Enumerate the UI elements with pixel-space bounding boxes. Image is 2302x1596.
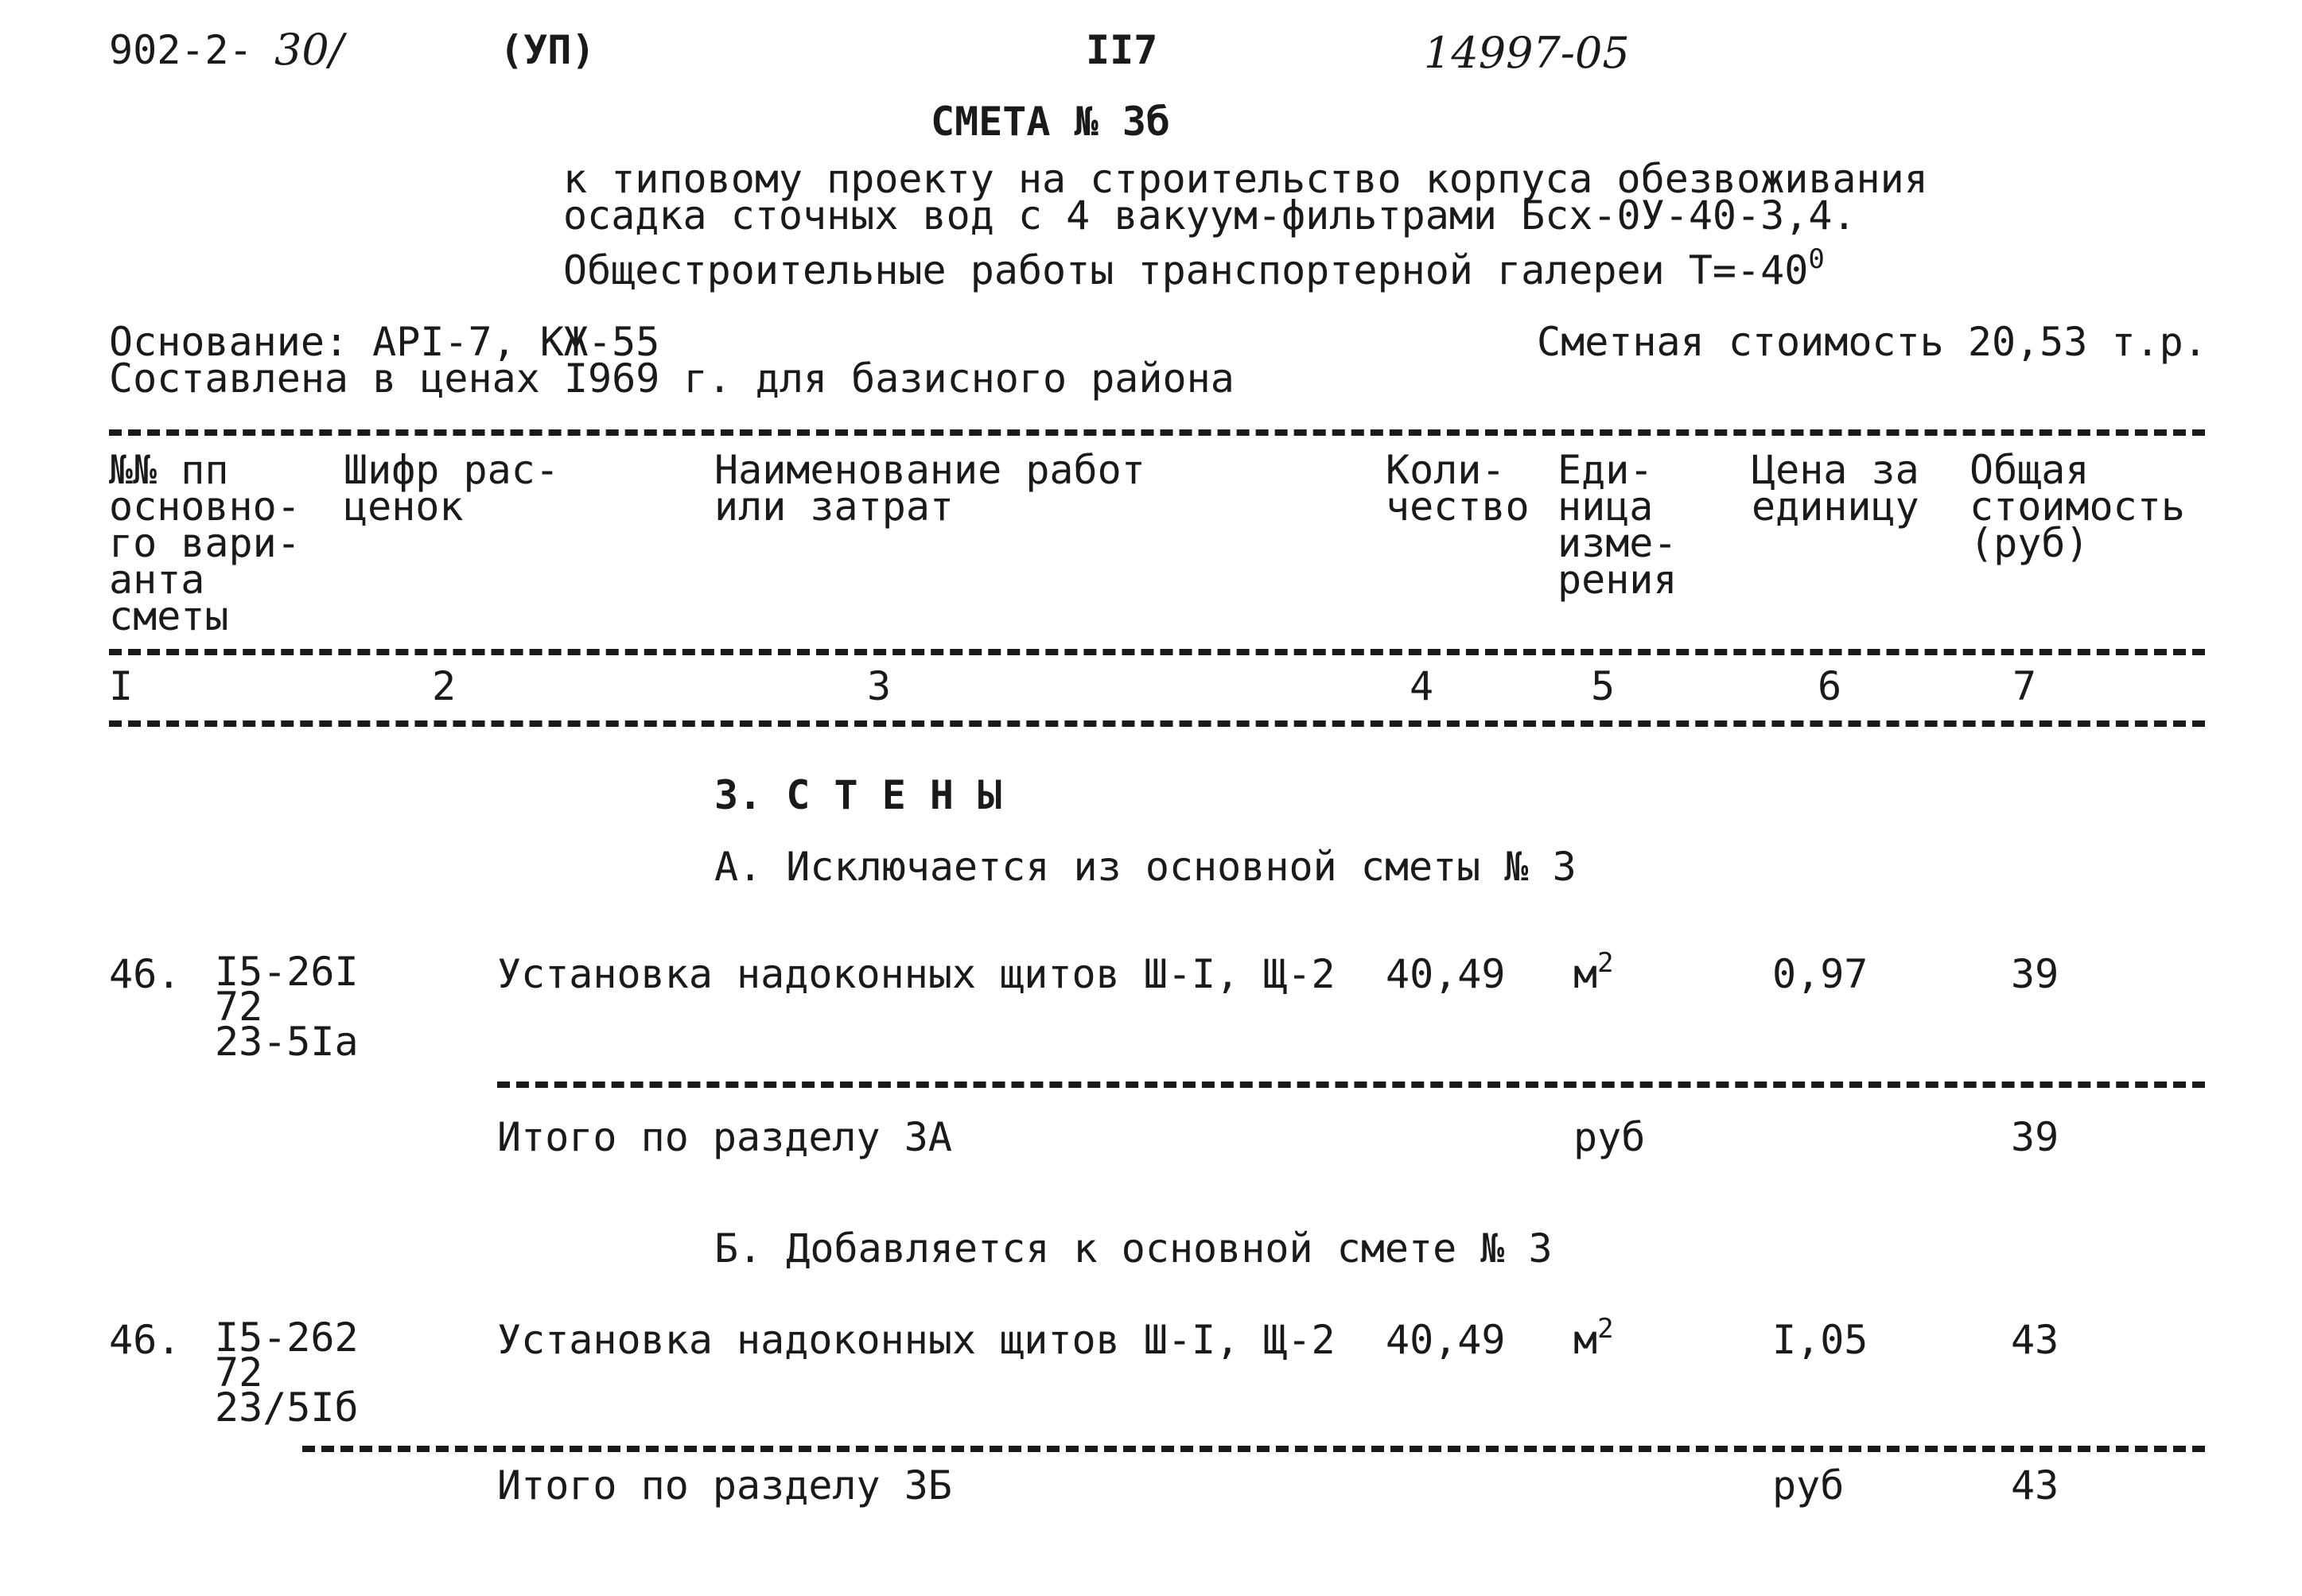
- col-number-7: 7: [2012, 663, 2037, 709]
- table-top-rule: [109, 429, 2205, 436]
- row-b-unit: $м^2$: [1573, 1313, 1614, 1363]
- col-header-total: Общая стоимость (руб): [1970, 447, 2185, 566]
- price-basis-line: Составлена в ценах I969 г. для базисного района: [109, 355, 1235, 402]
- col-number-2: 2: [432, 663, 457, 709]
- project-code-handwritten: 30/: [274, 25, 344, 75]
- subsection-a-title: А. Исключается из основной сметы № 3: [714, 844, 1577, 890]
- row-a-total: 39: [2011, 951, 2059, 997]
- header-rule: [109, 649, 2205, 655]
- col-header-name: Наименование работ или затрат: [714, 447, 1145, 530]
- col-number-5: 5: [1591, 663, 1616, 709]
- estimated-cost: Сметная стоимость 20,53 т.р.: [1537, 319, 2207, 365]
- row-a-price: 0,97: [1772, 951, 1868, 997]
- row-b-price: I,05: [1772, 1317, 1868, 1363]
- row-a-unit: $м^2$: [1573, 947, 1614, 997]
- row-a-number: 46.: [109, 951, 181, 997]
- row-b-number: 46.: [109, 1317, 181, 1363]
- col-number-4: 4: [1410, 663, 1434, 709]
- row-b-quantity: 40,49: [1386, 1317, 1506, 1363]
- column-numbers-rule: [109, 720, 2205, 727]
- col-header-quantity: Коли- чество: [1386, 447, 1530, 530]
- total-b-label: Итого по разделу 3Б: [497, 1462, 952, 1509]
- row-b-code: I5-262 72 23/5Iб: [215, 1314, 359, 1431]
- project-code: 902-2-: [109, 27, 253, 73]
- row-a-quantity: 40,49: [1386, 951, 1506, 997]
- section-title: 3. С Т Е Н Ы: [714, 772, 1002, 818]
- total-b-value: 43: [2011, 1462, 2059, 1509]
- title-line-1: к типовому проекту на строительство корпуса обезвоживания: [563, 156, 1928, 202]
- section-roman: (УП): [500, 27, 596, 73]
- page-number: II7: [1086, 27, 1158, 73]
- title-line-3: Общестроительные работы транспортерной галереи $Т=-40^0$: [563, 243, 1825, 293]
- total-a-value: 39: [2011, 1114, 2059, 1160]
- col-header-code: Шифр рас- ценок: [344, 447, 559, 530]
- inventory-number-handwritten: 14997-05: [1424, 28, 1630, 78]
- col-number-6: 6: [1818, 663, 1842, 709]
- total-a-label: Итого по разделу 3А: [497, 1114, 952, 1160]
- col-number-1: I: [109, 663, 134, 709]
- row-a-code: I5-26I 72 23-5Iа: [215, 949, 359, 1065]
- row-b-rule: [302, 1446, 2205, 1452]
- row-a-name: Установка надоконных щитов Ш-I, Щ-2: [497, 951, 1336, 997]
- row-b-total: 43: [2011, 1317, 2059, 1363]
- estimate-title: СМЕТА № 3б: [931, 99, 1171, 145]
- col-header-unit-price: Цена за единицу: [1752, 447, 1919, 530]
- basis-line: Основание: АРI-7, КЖ-55: [109, 319, 660, 365]
- row-a-rule: [497, 1081, 2205, 1088]
- col-header-number: №№ пп основно- го вари- анта сметы: [109, 447, 301, 639]
- total-b-unit: руб: [1772, 1462, 1845, 1509]
- col-number-3: 3: [867, 663, 892, 709]
- degree-superscript: 0: [1808, 243, 1825, 275]
- total-a-unit: руб: [1573, 1114, 1646, 1160]
- subsection-b-title: Б. Добавляется к основной смете № 3: [714, 1225, 1553, 1272]
- col-header-unit: Еди- ница изме- рения: [1557, 447, 1678, 603]
- row-b-name: Установка надоконных щитов Ш-I, Щ-2: [497, 1317, 1336, 1363]
- title-line-2: осадка сточных вод с 4 вакуум-фильтрами Бсх-0У-40-3,4.: [563, 192, 1857, 239]
